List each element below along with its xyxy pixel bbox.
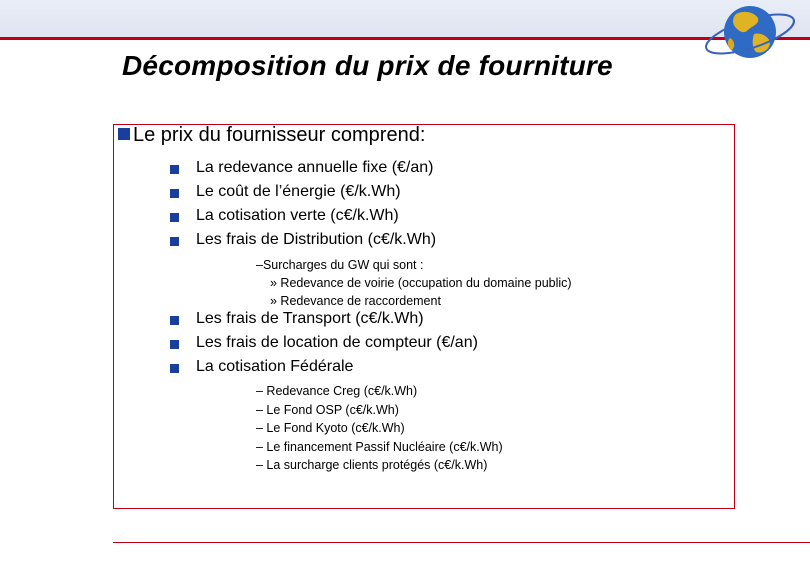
- square-bullet-icon: [170, 213, 179, 222]
- sub-heading: –Surcharges du GW qui sont :: [256, 258, 424, 272]
- header-divider: [0, 37, 810, 40]
- globe-icon: [700, 0, 800, 72]
- square-bullet-icon: [170, 237, 179, 246]
- sub-item: – La surcharge clients protégés (c€/k.Wh): [256, 458, 488, 472]
- page-title: Décomposition du prix de fourniture: [122, 50, 613, 81]
- header-band: [0, 0, 810, 38]
- sub-item: – Redevance Creg (c€/k.Wh): [256, 384, 418, 398]
- sub-item: » Redevance de voirie (occupation du domaine public): [270, 276, 572, 290]
- sub-item: – Le Fond Kyoto (c€/k.Wh): [256, 421, 405, 435]
- footer-divider: [113, 542, 810, 543]
- square-bullet-icon: [118, 128, 130, 140]
- square-bullet-icon: [170, 189, 179, 198]
- square-bullet-icon: [170, 340, 179, 349]
- sub-item: – Le Fond OSP (c€/k.Wh): [256, 403, 399, 417]
- lead-text: Le prix du fournisseur comprend:: [133, 124, 426, 146]
- square-bullet-icon: [170, 165, 179, 174]
- square-bullet-icon: [170, 316, 179, 325]
- lead-line: [118, 124, 425, 147]
- sub-item: » Redevance de raccordement: [270, 294, 441, 308]
- square-bullet-icon: [170, 364, 179, 373]
- sub-item: – Le financement Passif Nucléaire (c€/k.Wh): [256, 440, 503, 454]
